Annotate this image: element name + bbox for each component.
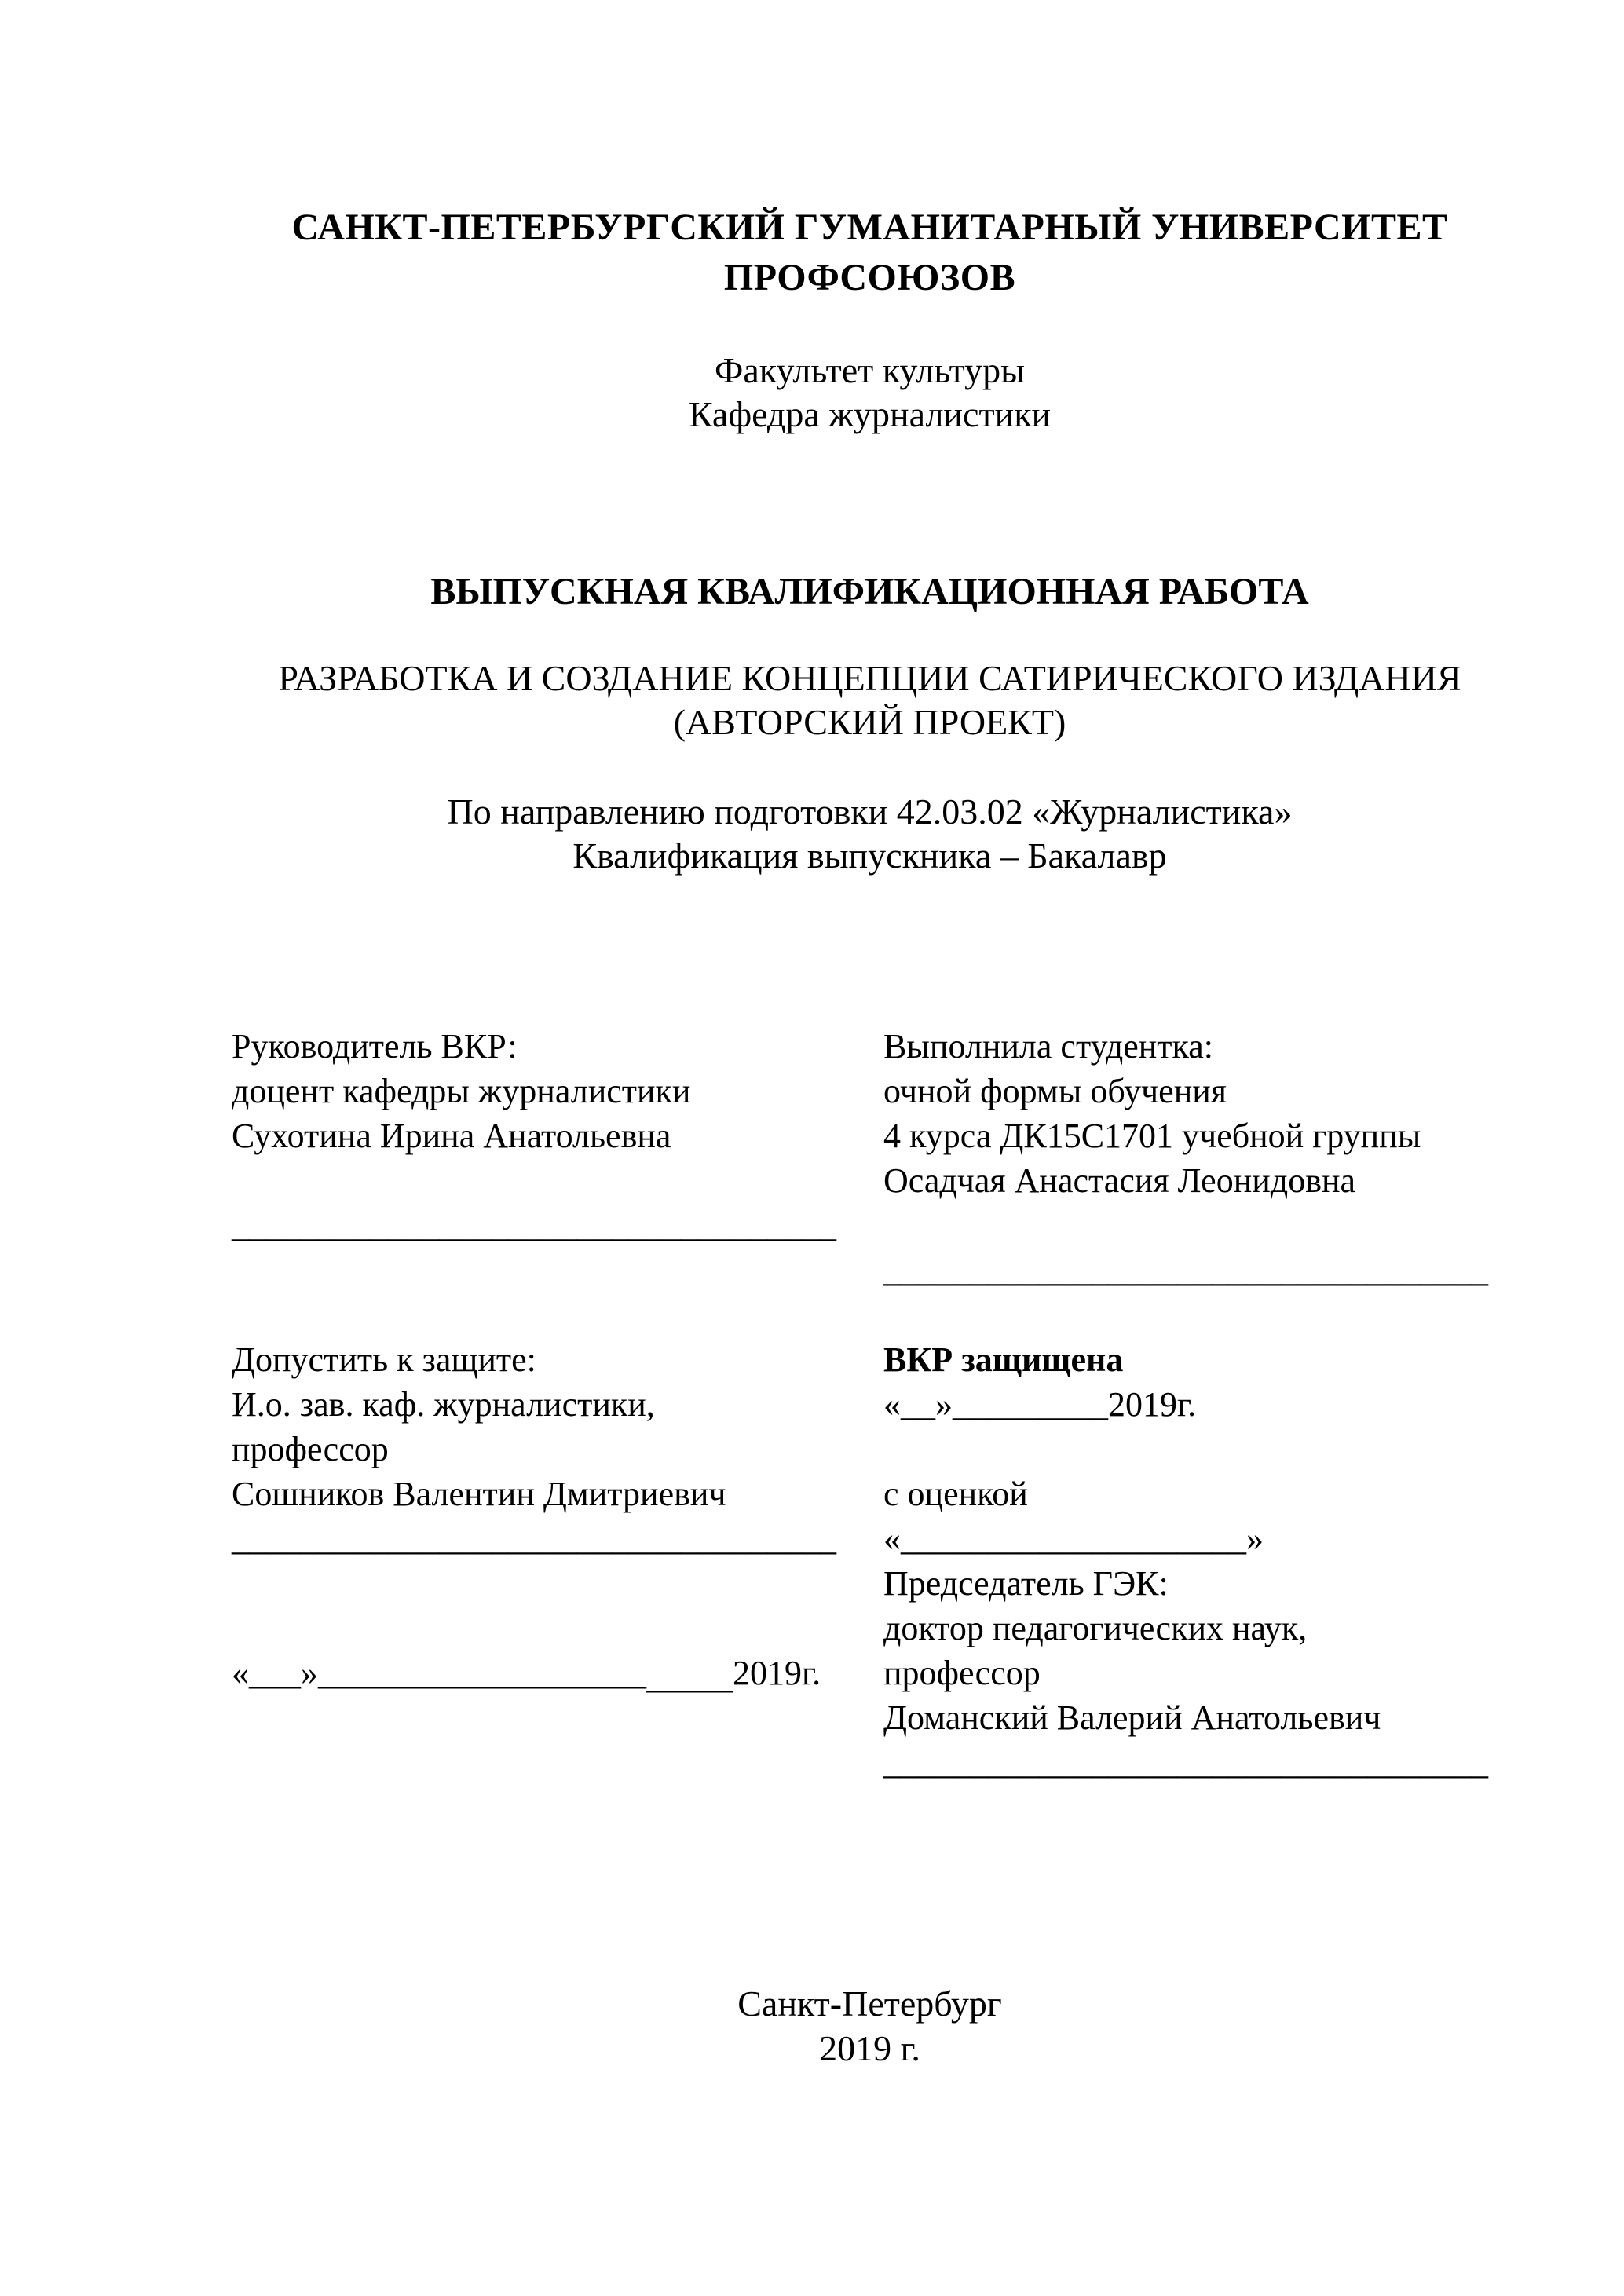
footer-block	[232, 1981, 1508, 2071]
student-header: Выполнила студентка:	[883, 1027, 1213, 1066]
thesis-title-block	[232, 656, 1508, 744]
grade-blank-line: «____________________»	[883, 1519, 1264, 1558]
chairman-degree: доктор педагогических наук,	[883, 1609, 1308, 1647]
university-name-line1: САНКТ-ПЕТЕРБУРГСКИЙ ГУМАНИТАРНЫЙ УНИВЕРСИТЕТ	[291, 207, 1448, 248]
admit-signature-line: ___________________________________	[232, 1519, 836, 1558]
grade-label: с оценкой	[883, 1475, 1028, 1513]
student-name: Осадчая Анастасия Леонидовна	[883, 1161, 1356, 1200]
supervisor-column	[232, 1024, 883, 1785]
university-name-block	[232, 203, 1508, 303]
chairman-name: Доманский Валерий Анатольевич	[883, 1698, 1381, 1737]
program-direction: По направлению подготовки 42.03.02 «Журналистика»	[447, 792, 1293, 832]
admit-position-line2: профессор	[232, 1430, 389, 1468]
admit-position-line1: И.о. зав. каф. журналистики,	[232, 1385, 655, 1424]
faculty-department-block	[232, 349, 1508, 437]
signature-columns	[232, 1024, 1508, 1785]
work-type-heading: ВЫПУСКНАЯ КВАЛИФИКАЦИОННАЯ РАБОТА	[430, 571, 1309, 612]
admit-date-part1: «___»___________________	[232, 1654, 646, 1692]
chairman-signature-line: ___________________________________	[883, 1743, 1488, 1782]
work-type-heading-block	[232, 569, 1508, 616]
spacer	[232, 1248, 883, 1337]
student-signature-line: ___________________________________	[883, 1251, 1488, 1289]
admit-header: Допустить к защите:	[232, 1340, 536, 1379]
supervisor-position: доцент кафедры журналистики	[232, 1072, 691, 1110]
faculty-name: Факультет культуры	[715, 350, 1025, 390]
defended-date-line: «__»_________2019г.	[883, 1385, 1197, 1424]
supervisor-signature-line: ___________________________________	[232, 1206, 836, 1245]
page-content	[232, 0, 1508, 2071]
spacer	[232, 1561, 883, 1651]
spacer	[883, 1203, 1508, 1248]
admit-name: Сошников Валентин Дмитриевич	[232, 1475, 726, 1513]
admit-date-line	[232, 1651, 883, 1695]
spacer	[883, 1292, 1508, 1337]
chairman-header: Председатель ГЭК:	[883, 1564, 1169, 1603]
program-block	[232, 790, 1508, 878]
supervisor-name: Сухотина Ирина Анатольевна	[232, 1117, 671, 1155]
department-name: Кафедра журналистики	[688, 394, 1052, 434]
footer-city: Санкт-Петербург	[737, 1983, 1002, 2024]
thesis-title-line1: РАЗРАБОТКА И СОЗДАНИЕ КОНЦЕПЦИИ САТИРИЧЕСКОГО ИЗДАНИЯ	[278, 658, 1461, 698]
defended-header: ВКР защищена	[883, 1340, 1124, 1379]
supervisor-header: Руководитель ВКР:	[232, 1027, 518, 1066]
admit-date-year: 2019г.	[733, 1654, 821, 1692]
chairman-position: профессор	[883, 1654, 1041, 1692]
spacer	[883, 1427, 1508, 1472]
student-form: очной формы обучения	[883, 1072, 1227, 1110]
spacer	[232, 1158, 883, 1203]
qualification-line: Квалификация выпускника – Бакалавр	[572, 835, 1167, 876]
student-column	[883, 1024, 1508, 1785]
student-group: 4 курса ДК15С1701 учебной группы	[883, 1117, 1421, 1155]
footer-year: 2019 г.	[819, 2028, 920, 2068]
university-name-line2: ПРОФСОЮЗОВ	[723, 257, 1016, 298]
admit-date-part2: _____	[646, 1658, 733, 1696]
thesis-title-line2: (АВТОРСКИЙ ПРОЕКТ)	[673, 702, 1066, 742]
